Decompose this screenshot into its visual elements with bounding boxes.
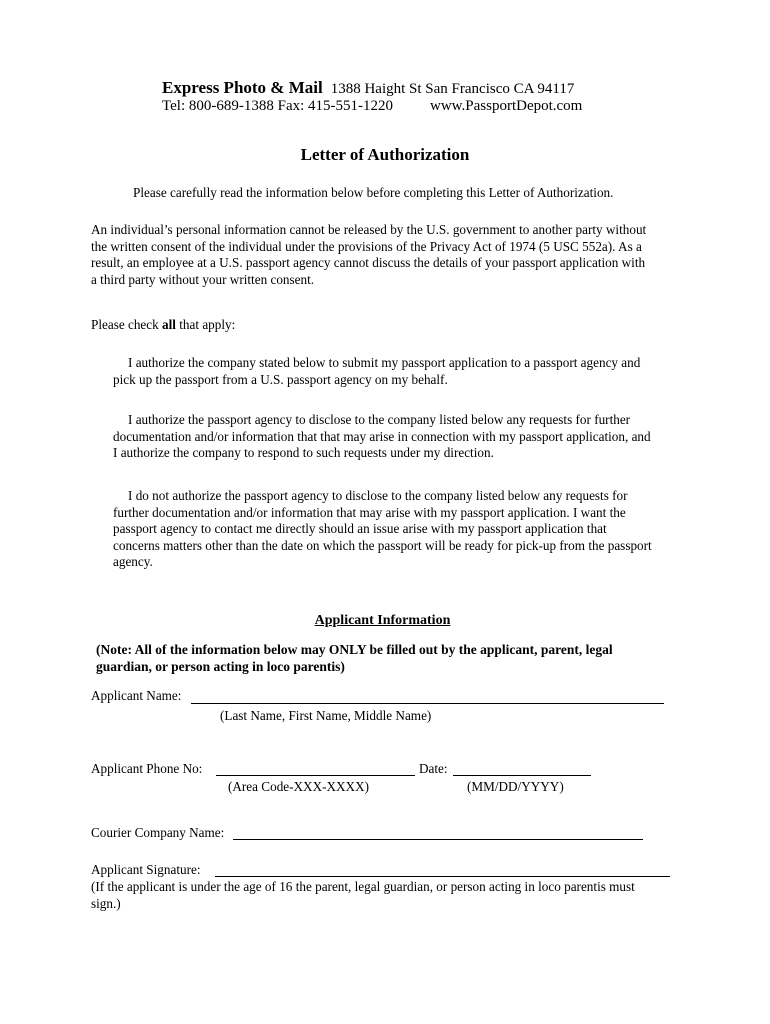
applicant-phone-field[interactable] xyxy=(216,775,415,776)
applicant-note xyxy=(96,641,613,675)
intro-text: Please carefully read the information below before completing this Letter of Authorization. xyxy=(133,185,614,200)
privacy-paragraph xyxy=(91,222,646,288)
date-hint: (MM/DD/YYYY) xyxy=(467,779,564,794)
page-title: Letter of Authorization xyxy=(300,145,470,164)
applicant-phone-label: Applicant Phone No: xyxy=(91,761,203,776)
courier-company-field[interactable] xyxy=(233,839,643,840)
option-line: further documentation and/or information that may arise with my passport application. I want the xyxy=(113,504,626,520)
letterhead xyxy=(162,78,574,98)
option-line: I do not authorize the passport agency to disclose to the company listed below any requests for xyxy=(128,488,628,503)
applicant-name-hint: (Last Name, First Name, Middle Name) xyxy=(220,708,432,723)
check-prompt-start: Please check xyxy=(91,317,163,332)
company-website[interactable]: www.PassportDepot.com xyxy=(430,98,583,114)
company-name: Express Photo & Mail xyxy=(162,78,323,97)
option-line: passport agency to contact me directly should an issue arise with my passport application that xyxy=(113,521,607,536)
signature-note-line: (If the applicant is under the age of 16 the parent, legal guardian, or person acting in loco parentis must xyxy=(91,879,635,894)
note-line: (Note: All of the information below may ONLY be filled out by the applicant, parent, legal xyxy=(96,642,613,657)
applicant-signature-field[interactable] xyxy=(215,876,670,877)
option-line: concerns matters other than the date on which the passport will be ready for pick-up from the passport xyxy=(113,537,652,553)
privacy-line: An individual’s personal information cannot be released by the U.S. government to another party without xyxy=(91,222,647,237)
privacy-line: a third party without your written consent. xyxy=(91,271,315,287)
check-prompt-emphasis: all xyxy=(162,317,176,332)
applicant-signature-label: Applicant Signature: xyxy=(91,862,201,877)
applicant-name-label: Applicant Name: xyxy=(91,688,182,703)
signature-note-line: sign.) xyxy=(91,895,121,911)
privacy-line: the written consent of the individual under the provisions of the Privacy Act of 1974 (5 USC 552a). As a xyxy=(91,238,642,254)
company-address: 1388 Haight St San Francisco CA 94117 xyxy=(330,81,575,97)
applicant-info-heading: Applicant Information xyxy=(314,613,451,628)
courier-company-label: Courier Company Name: xyxy=(91,825,225,840)
option-line: I authorize the passport agency to disclose to the company listed below any requests for further xyxy=(128,412,631,427)
option-line: I authorize the company stated below to submit my passport application to a passport agency and xyxy=(128,355,641,370)
authorization-option-2[interactable] xyxy=(113,412,651,462)
date-field[interactable] xyxy=(453,775,591,776)
option-line: I authorize the company to respond to such requests under my direction. xyxy=(113,445,494,460)
applicant-name-field[interactable] xyxy=(191,703,664,704)
date-label: Date: xyxy=(419,761,448,776)
option-line: documentation and/or information that that may arise in connection with my passport application, and xyxy=(113,428,651,444)
authorization-option-3[interactable] xyxy=(113,488,652,571)
option-line: pick up the passport from a U.S. passport agency on my behalf. xyxy=(113,371,448,387)
check-prompt-end: that apply: xyxy=(175,317,236,332)
note-line: guardian, or person acting in loco parentis) xyxy=(96,659,345,674)
authorization-option-1[interactable] xyxy=(113,355,640,388)
option-line: agency. xyxy=(113,554,153,569)
check-prompt xyxy=(91,317,235,334)
signature-note xyxy=(91,879,635,912)
company-phone-fax: Tel: 800-689-1388 Fax: 415-551-1220 xyxy=(162,98,394,114)
applicant-phone-hint: (Area Code-XXX-XXXX) xyxy=(228,779,369,794)
privacy-line: result, an employee at a U.S. passport agency cannot discuss the details of your passport application with xyxy=(91,255,646,270)
